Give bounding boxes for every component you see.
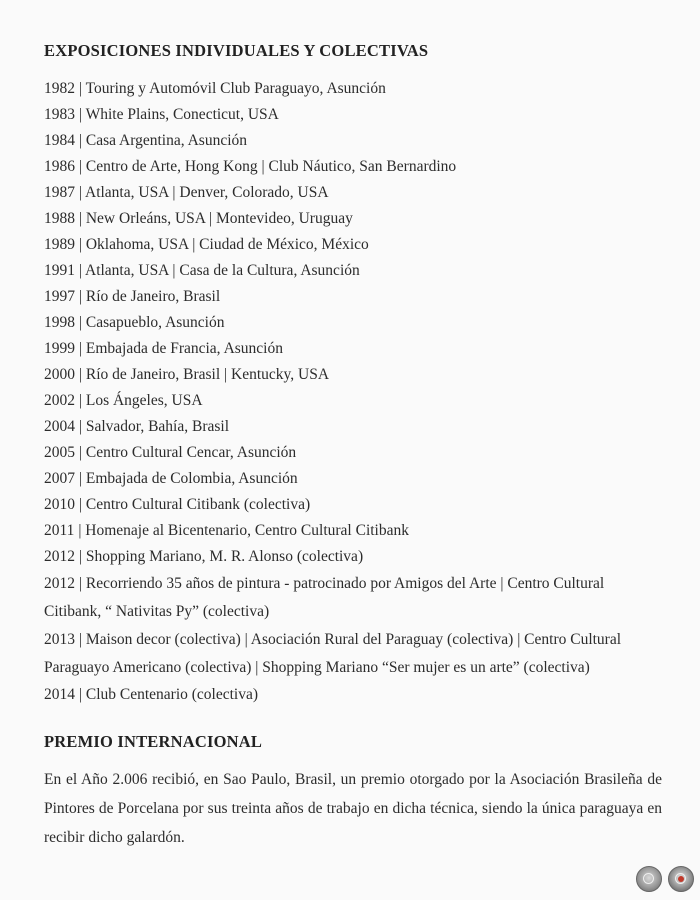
award-heading: PREMIO INTERNACIONAL [44, 732, 263, 751]
seal-icon [636, 866, 662, 892]
entry-text: Los Ángeles, USA [85, 392, 203, 409]
entry-text: Shopping Mariano, M. R. Alonso (colectiva) [85, 548, 364, 565]
entry-year: 1984 | [44, 132, 86, 149]
exhibition-entry [44, 258, 664, 284]
award-paragraph: En el Año 2.006 recibió, en Sao Paulo, Brasil, un premio otorgado por la Asociación Brasileña de Pintores de Porcelana por sus treinta años de trabajo en dicha técnica, siendo la única paraguaya en recibir dicho galardón. [44, 771, 662, 846]
entry-year: 2005 | [44, 444, 86, 461]
entry-text: Casapueblo, Asunción [85, 314, 225, 331]
entry-text: Oklahoma, USA | Ciudad de México, México [85, 236, 369, 253]
exhibition-entry [44, 388, 664, 414]
entry-year: 2000 | [44, 366, 86, 383]
exhibition-entry [44, 206, 664, 232]
publisher-seals [636, 866, 694, 892]
exhibition-entry [44, 466, 664, 492]
document-page [44, 38, 664, 852]
entry-year: 2013 | [44, 631, 86, 648]
entry-year: 2004 | [44, 418, 86, 435]
exhibition-entry [44, 102, 664, 128]
exhibition-entry [44, 154, 664, 180]
exhibition-entry [44, 336, 664, 362]
entry-text: New Orleáns, USA | Montevideo, Uruguay [85, 210, 353, 227]
exhibition-entry [44, 232, 664, 258]
entry-year: 1988 | [44, 210, 86, 227]
entry-year: 1982 | [44, 80, 86, 97]
exhibition-entry [44, 362, 664, 388]
exhibition-entry [44, 180, 664, 206]
exhibition-entry [44, 310, 664, 336]
entry-text: Recorriendo 35 años de pintura - patrocinado por Amigos del Arte | Centro Cultural Citibank, “ Nativitas Py” (colectiva) [44, 575, 605, 620]
exhibition-entry [44, 440, 664, 466]
exhibition-entry [44, 570, 664, 626]
entry-text: Touring y Automóvil Club Paraguayo, Asunción [85, 80, 386, 97]
seal-icon [668, 866, 694, 892]
entry-text: White Plains, Conecticut, USA [85, 106, 279, 123]
exhibition-entry [44, 284, 664, 310]
exhibitions-heading: EXPOSICIONES INDIVIDUALES Y COLECTIVAS [44, 41, 429, 60]
entry-text: Embajada de Colombia, Asunción [85, 470, 298, 487]
entry-year: 1986 | [44, 158, 86, 175]
entry-text: Atlanta, USA | Denver, Colorado, USA [85, 184, 329, 201]
exhibitions-list [44, 76, 664, 708]
entry-year: 2011 | [44, 522, 85, 539]
entry-year: 2012 | [44, 548, 86, 565]
entry-year: 2007 | [44, 470, 86, 487]
entry-text: Centro Cultural Citibank (colectiva) [85, 496, 311, 513]
entry-year: 1991 | [44, 262, 85, 279]
exhibition-entry [44, 414, 664, 440]
entry-year: 1989 | [44, 236, 86, 253]
exhibition-entry [44, 626, 664, 682]
entry-year: 1999 | [44, 340, 86, 357]
entry-year: 1983 | [44, 106, 86, 123]
exhibition-entry [44, 544, 664, 570]
entry-year: 1997 | [44, 288, 86, 305]
entry-year: 1998 | [44, 314, 86, 331]
exhibition-entry [44, 76, 664, 102]
entry-text: Salvador, Bahía, Brasil [85, 418, 230, 435]
entry-text: Club Centenario (colectiva) [85, 686, 259, 703]
exhibition-entry [44, 128, 664, 154]
entry-text: Centro de Arte, Hong Kong | Club Náutico, San Bernardino [85, 158, 457, 175]
entry-year: 2010 | [44, 496, 86, 513]
entry-text: Río de Janeiro, Brasil [85, 288, 221, 305]
entry-text: Centro Cultural Cencar, Asunción [85, 444, 297, 461]
entry-text: Atlanta, USA | Casa de la Cultura, Asunción [85, 262, 360, 279]
entry-year: 2014 | [44, 686, 86, 703]
entry-text: Embajada de Francia, Asunción [85, 340, 283, 357]
entry-text: Homenaje al Bicentenario, Centro Cultural Citibank [85, 522, 409, 539]
entry-year: 2012 | [44, 575, 86, 592]
entry-text: Casa Argentina, Asunción [85, 132, 248, 149]
entry-year: 2002 | [44, 392, 86, 409]
entry-year: 1987 | [44, 184, 85, 201]
entry-text: Maison decor (colectiva) | Asociación Rural del Paraguay (colectiva) | Centro Cultural Paraguayo Americano (colectiva) | Shopping Mariano “Ser mujer es un arte” (colectiva) [44, 631, 622, 676]
exhibition-entry [44, 682, 664, 708]
exhibition-entry [44, 518, 664, 544]
entry-text: Río de Janeiro, Brasil | Kentucky, USA [85, 366, 330, 383]
exhibition-entry [44, 492, 664, 518]
